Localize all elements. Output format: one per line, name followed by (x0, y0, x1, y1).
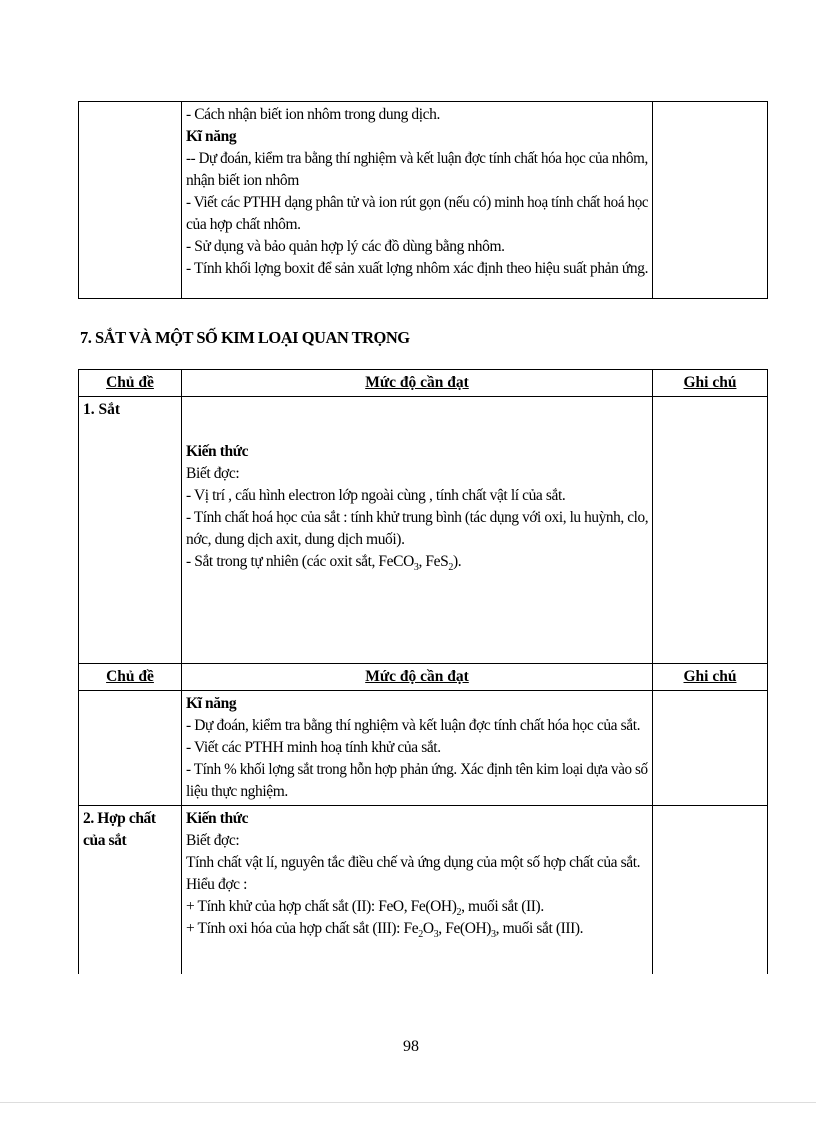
text-fragment: , Fe(OH) (438, 920, 492, 937)
table-row (79, 806, 768, 975)
text-line (186, 896, 544, 918)
table-header-row (79, 370, 768, 397)
note-cell (653, 397, 768, 664)
header-topic: Chủ đề (79, 664, 182, 691)
header-topic: Chủ đề (79, 370, 182, 397)
text-line: Biết đợc: (186, 832, 240, 849)
requirements-table (78, 369, 768, 974)
text-line: - Vị trí , cấu hình electron lớp ngoài cùng , tính chất vật lí của sắt. (186, 487, 566, 504)
text-fragment: , muối sắt (II). (461, 898, 544, 915)
content-cell (182, 397, 653, 664)
header-note: Ghi chú (653, 370, 768, 397)
text-fragment: , FeS (418, 553, 449, 570)
text-line: - Tính % khối lợng sắt trong hỗn hợp phản ứng. Xác định tên kim loại dựa vào số (186, 761, 648, 778)
subscript: 3 (491, 929, 496, 941)
text-line (186, 918, 583, 940)
text-line: - Tính khối lợng boxit để sản xuất lợng nhôm xác định theo hiệu suất phản ứng. (186, 260, 648, 277)
text-line: liệu thực nghiệm. (186, 783, 288, 800)
table-row (79, 397, 768, 664)
note-cell (653, 691, 768, 806)
note-cell (653, 102, 768, 299)
section-heading: Kiến thức (186, 810, 249, 827)
text-fragment: - Sắt trong tự nhiên (các oxit sắt, FeCO (186, 553, 414, 570)
text-line: nớc, dung dịch axit, dung dịch muối). (186, 531, 405, 548)
header-level: Mức độ cần đạt (182, 664, 653, 691)
text-line: - Cách nhận biết ion nhôm trong dung dịch. (186, 106, 440, 123)
text-fragment: + Tính khử của hợp chất sắt (II): FeO, Fe(OH) (186, 898, 457, 915)
text-fragment: ). (452, 553, 462, 570)
table-row (79, 691, 768, 806)
text-line: Tính chất vật lí, nguyên tắc điều chế và ứng dụng của một số hợp chất của sắt. (186, 854, 641, 871)
text-line: Hiểu đợc : (186, 876, 248, 893)
text-line: - Dự đoán, kiểm tra bằng thí nghiệm và kết luận đợc tính chất hóa học của sắt. (186, 717, 641, 734)
topic-cell (79, 102, 182, 299)
subscript: 3 (433, 929, 439, 941)
header-note: Ghi chú (653, 664, 768, 691)
topic-line: của sắt (83, 832, 127, 849)
text-line: của hợp chất nhôm. (186, 216, 301, 233)
page-number: 98 (403, 1038, 419, 1055)
text-line: - Viết các PTHH dạng phân tử và ion rút gọn (nếu có) minh hoạ tính chất hoá học (186, 194, 648, 211)
continuation-table (78, 101, 768, 299)
subscript: 2 (418, 929, 423, 941)
header-level: Mức độ cần đạt (182, 370, 653, 397)
content-cell (182, 806, 653, 975)
section-heading: Kĩ năng (186, 695, 237, 712)
text-fragment: + Tính oxi hóa của hợp chất sắt (III): Fe (186, 920, 419, 937)
topic-cell (79, 691, 182, 806)
topic-cell: 1. Sắt (79, 397, 182, 664)
subscript: 2 (448, 562, 453, 574)
content-cell (182, 691, 653, 806)
subscript: 2 (456, 907, 462, 919)
text-line: - Viết các PTHH minh hoạ tính khử của sắt. (186, 739, 441, 756)
section-title: 7. SẮT VÀ MỘT SỐ KIM LOẠI QUAN TRỌNG (80, 328, 410, 347)
text-line: nhận biết ion nhôm (186, 172, 299, 189)
subscript: 3 (413, 562, 419, 574)
text-fragment: , muối sắt (III). (495, 920, 584, 937)
text-fragment: O (422, 920, 434, 937)
page-divider (0, 1102, 816, 1103)
text-line: Biết đợc: (186, 465, 240, 482)
topic-line: 2. Hợp chất (83, 810, 156, 827)
topic-cell (79, 806, 182, 975)
note-cell (653, 806, 768, 975)
table-header-row (79, 664, 768, 691)
text-line: - Sử dụng và bảo quản hợp lý các đồ dùng bằng nhôm. (186, 238, 505, 255)
section-heading: Kĩ năng (186, 128, 237, 145)
text-line (186, 551, 461, 573)
section-heading: Kiến thức (186, 443, 249, 460)
table-row (79, 102, 768, 299)
content-cell (182, 102, 653, 299)
text-line: - Tính chất hoá học của sắt : tính khử trung bình (tác dụng với oxi, lu huỳnh, clo, (186, 509, 649, 526)
text-line: -- Dự đoán, kiểm tra bằng thí nghiệm và kết luận đợc tính chất hóa học của nhôm, (186, 150, 648, 167)
